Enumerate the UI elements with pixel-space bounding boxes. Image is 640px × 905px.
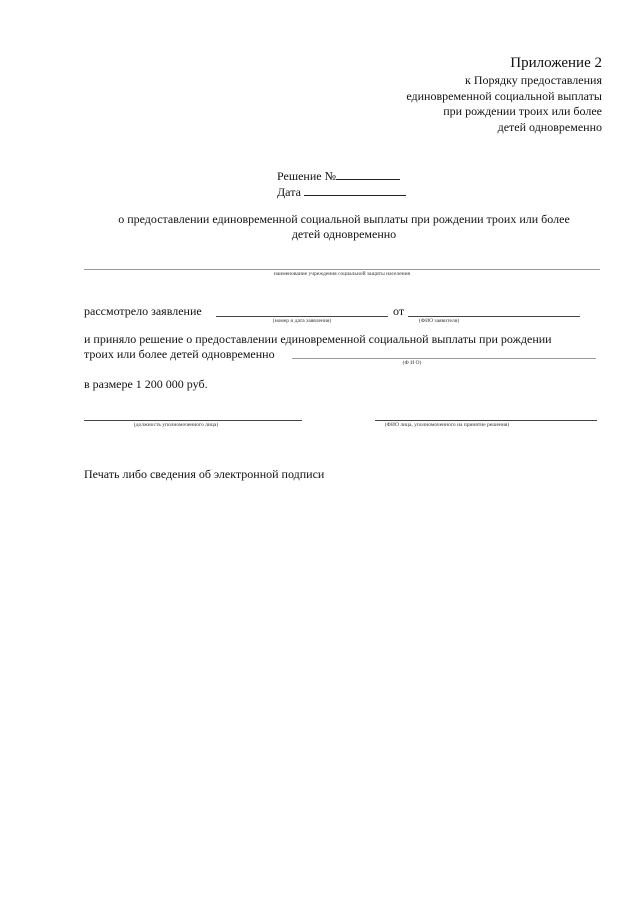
decision-date-field[interactable] bbox=[304, 184, 406, 196]
appendix-line: детей одновременно bbox=[497, 119, 602, 134]
appendix-line: единовременной социальной выплаты bbox=[406, 88, 602, 103]
appendix-header bbox=[406, 54, 602, 135]
decision-subject bbox=[84, 212, 604, 242]
decision-header bbox=[277, 168, 406, 200]
institution-name-field[interactable] bbox=[84, 269, 600, 270]
appendix-title: Приложение 2 bbox=[510, 55, 602, 71]
decision-number-field[interactable] bbox=[336, 168, 400, 180]
application-label: рассмотрело заявление bbox=[84, 304, 202, 318]
applicant-name-field[interactable] bbox=[408, 316, 580, 317]
application-number-field[interactable] bbox=[216, 316, 388, 317]
decision-date-label: Дата bbox=[277, 185, 301, 199]
subject-line: детей одновременно bbox=[291, 227, 397, 241]
resolution-line: троих или более детей одновременно bbox=[84, 347, 275, 361]
position-caption: (должность уполномоченного лица) bbox=[133, 422, 219, 428]
payment-amount: в размере 1 200 000 руб. bbox=[84, 377, 208, 391]
institution-caption: наименование учреждения социальной защиты населения bbox=[273, 271, 411, 277]
seal-note: Печать либо сведения об электронной подписи bbox=[84, 467, 325, 481]
subject-line: о предоставлении единовременной социальной выплаты при рождении троих или более bbox=[118, 212, 570, 226]
appendix-line: к Порядку предоставления bbox=[464, 73, 602, 87]
recipient-fio-caption: (Ф И О) bbox=[402, 360, 422, 366]
recipient-name-field[interactable] bbox=[292, 358, 596, 359]
decision-number-label: Решение № bbox=[277, 169, 337, 183]
authorized-name-caption: (ФИО лица, уполномоченного на принятие решения) bbox=[384, 422, 510, 428]
application-number-caption: (номер и дата заявления) bbox=[272, 318, 332, 324]
application-from-label: от bbox=[393, 304, 405, 318]
position-field[interactable] bbox=[84, 420, 302, 421]
resolution-line: и приняло решение о предоставлении единовременной социальной выплаты при рождении bbox=[84, 332, 552, 346]
appendix-line: при рождении троих или более bbox=[443, 104, 602, 118]
applicant-caption: (ФИО заявителя) bbox=[418, 318, 460, 324]
authorized-name-field[interactable] bbox=[375, 420, 597, 421]
